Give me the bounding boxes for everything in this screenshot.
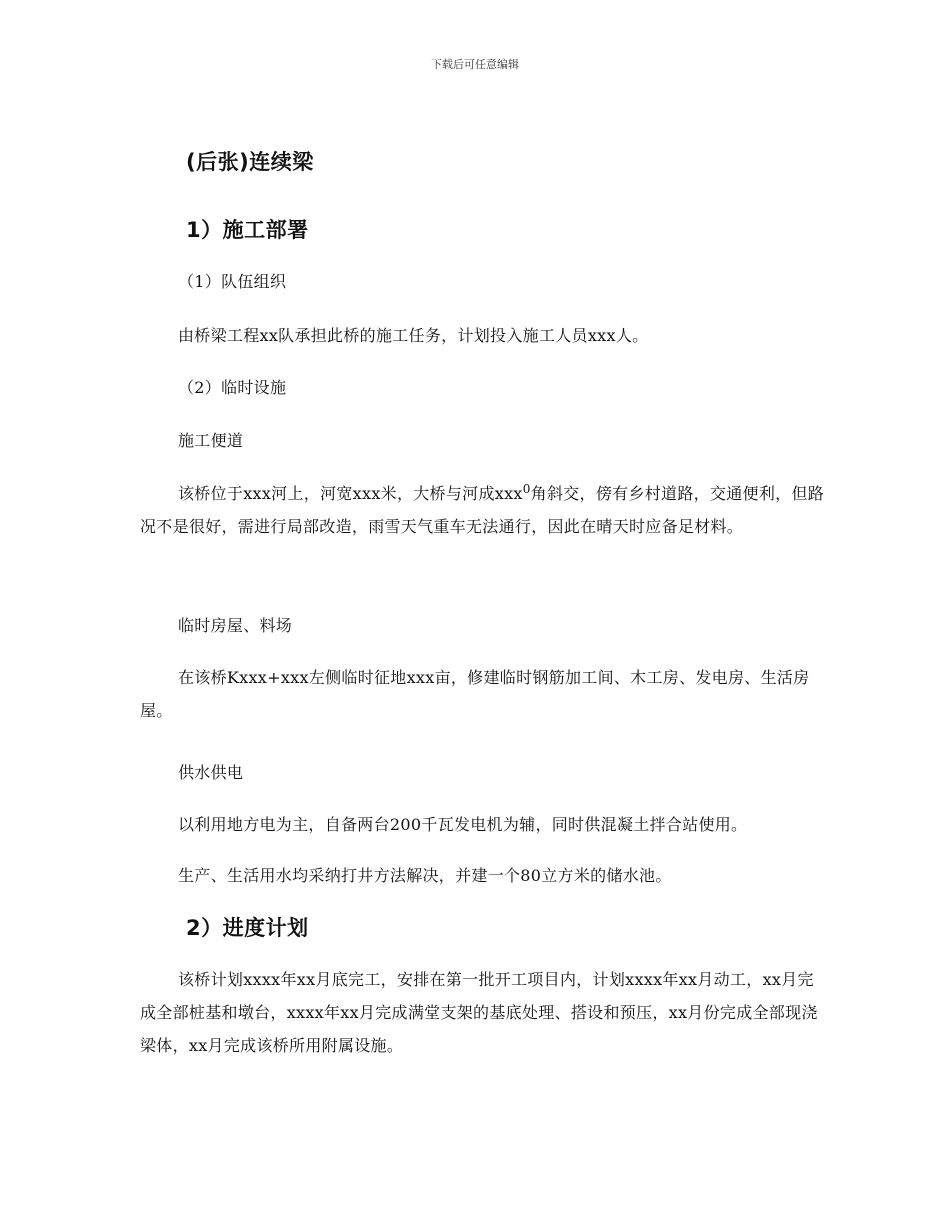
- road-text-part1: 该桥位于xxx河上，河宽xxx米，大桥与河成xxx: [178, 484, 523, 503]
- paragraph-road: [140, 477, 830, 543]
- paragraph-housing: 在该桥Kxxx+xxx左侧临时征地xxx亩，修建临时钢筋加工间、木工房、发电房、生活房屋。: [140, 668, 810, 720]
- paragraph-power: 以利用地方电为主，自备两台200千瓦发电机为辅，同时供混凝土拌合站使用。: [178, 815, 748, 834]
- subheading-team: （1）队伍组织: [178, 272, 287, 291]
- road-text-part2: 角斜交，傍有乡村道路，交通便利，但路况不是很好，需进行局部改造，雨雪天气重车无法通行，因此在晴天时应备足材料。: [140, 484, 825, 536]
- subheading-road: 施工便道: [178, 431, 244, 450]
- subheading-power: 供水供电: [178, 763, 244, 782]
- section1-heading: 1）施工部署: [186, 218, 309, 242]
- paragraph-team: 由桥梁工程xx队承担此桥的施工任务，计划投入施工人员xxx人。: [178, 326, 649, 345]
- road-text-superscript: 0: [522, 482, 531, 496]
- document-title: (后张)连续梁: [186, 150, 314, 174]
- section2-heading: 2）进度计划: [186, 916, 309, 940]
- subheading-facilities: （2）临时设施: [178, 378, 287, 397]
- paragraph-schedule: 该桥计划xxxx年xx月底完工，安排在第一批开工项目内，计划xxxx年xx月动工，xx月完成全部桩基和墩台，xxxx年xx月完成满堂支架的基底处理、搭设和预压，xx月份完成全部现浇梁体，xx月完成该桥所用附属设施。: [140, 970, 818, 1055]
- header-note: 下载后可任意编辑: [431, 58, 519, 71]
- paragraph-water: 生产、生活用水均采纳打井方法解决，并建一个80立方米的储水池。: [178, 866, 672, 885]
- subheading-housing: 临时房屋、料场: [178, 616, 293, 635]
